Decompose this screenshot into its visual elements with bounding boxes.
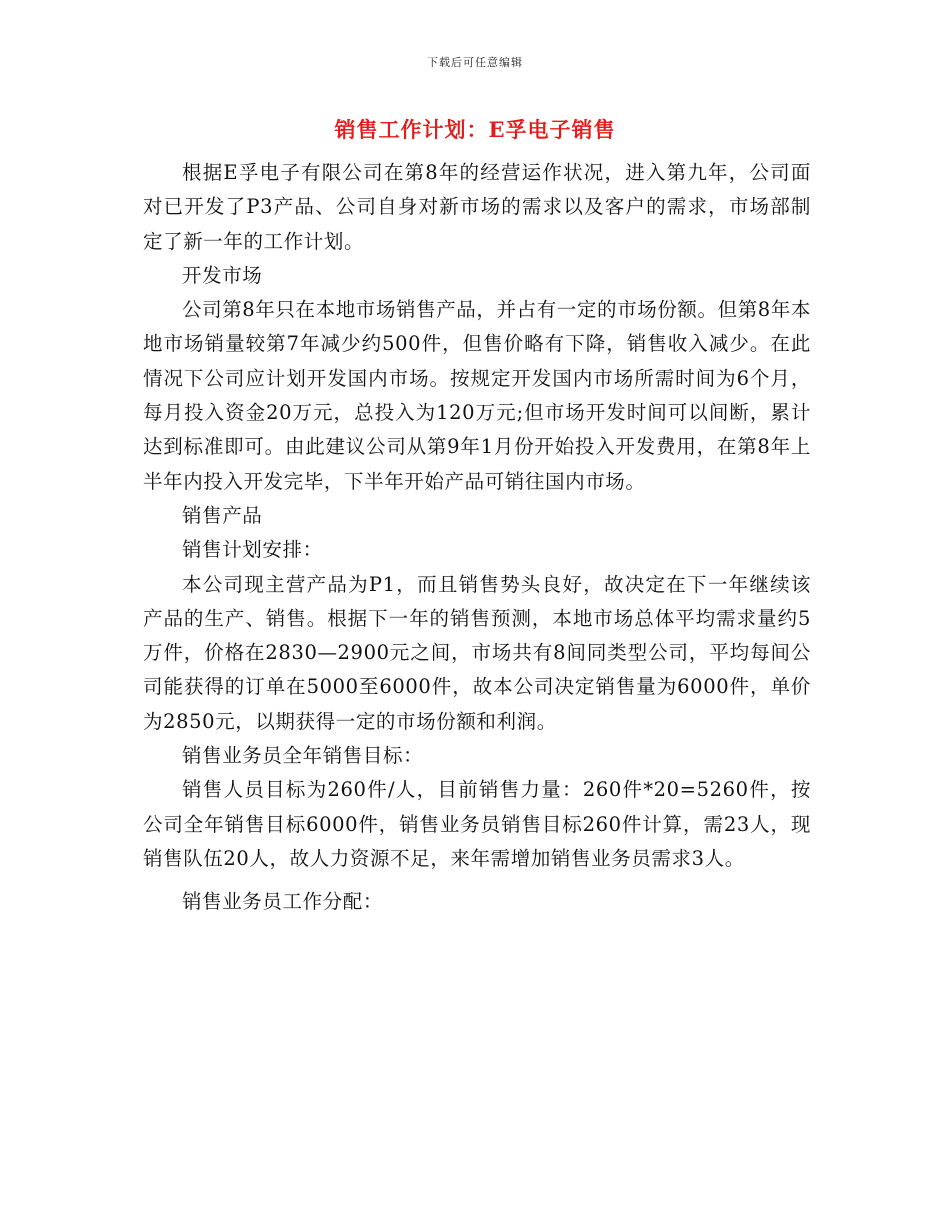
- document-body: [143, 156, 811, 920]
- section-heading-market: 开发市场: [182, 263, 263, 287]
- section-heading-products: 销售产品: [182, 503, 263, 527]
- sales-target-paragraph: 销售人员目标为260件/人，目前销售力量：260件*20=5260件，按公司全年销售目标6000件，销售业务员销售目标260件计算，需23人，现销售队伍20人，故人力资源不足，来年需增加销售业务员需求3人。: [143, 778, 811, 870]
- page-header-note: 下载后可任意编辑: [427, 56, 523, 69]
- market-paragraph: 公司第8年只在本地市场销售产品，并占有一定的市场份额。但第8年本地市场销量较第7年减少约500件，但售价略有下降，销售收入减少。在此情况下公司应计划开发国内市场。按规定开发国内市场所需时间为6个月，每月投入资金20万元，总投入为120万元;但市场开发时间可以间断，累计达到标准即可。由此建议公司从第9年1月份开始投入开发费用，在第8年上半年内投入开发完毕，下半年开始产品可销往国内市场。: [143, 298, 812, 493]
- subheading-work-allocation: 销售业务员工作分配：: [182, 890, 384, 914]
- sales-plan-paragraph: 本公司现主营产品为P1，而且销售势头良好，故决定在下一年继续该产品的生产、销售。根据下一年的销售预测，本地市场总体平均需求量约5万件，价格在2830—2900元之间，市场共有8间同类型公司，平均每间公司能获得的订单在5000至6000件，故本公司决定销售量为6000件，单价为2850元，以期获得一定的市场份额和利润。: [143, 572, 811, 733]
- subheading-sales-target: 销售业务员全年销售目标：: [182, 744, 424, 768]
- intro-paragraph: 根据E孚电子有限公司在第8年的经营运作状况，进入第九年，公司面对已开发了P3产品、公司自身对新市场的需求以及客户的需求，市场部制定了新一年的工作计划。: [143, 161, 811, 253]
- document-title: 销售工作计划：E孚电子销售: [334, 117, 616, 142]
- subheading-sales-plan: 销售计划安排：: [182, 538, 323, 562]
